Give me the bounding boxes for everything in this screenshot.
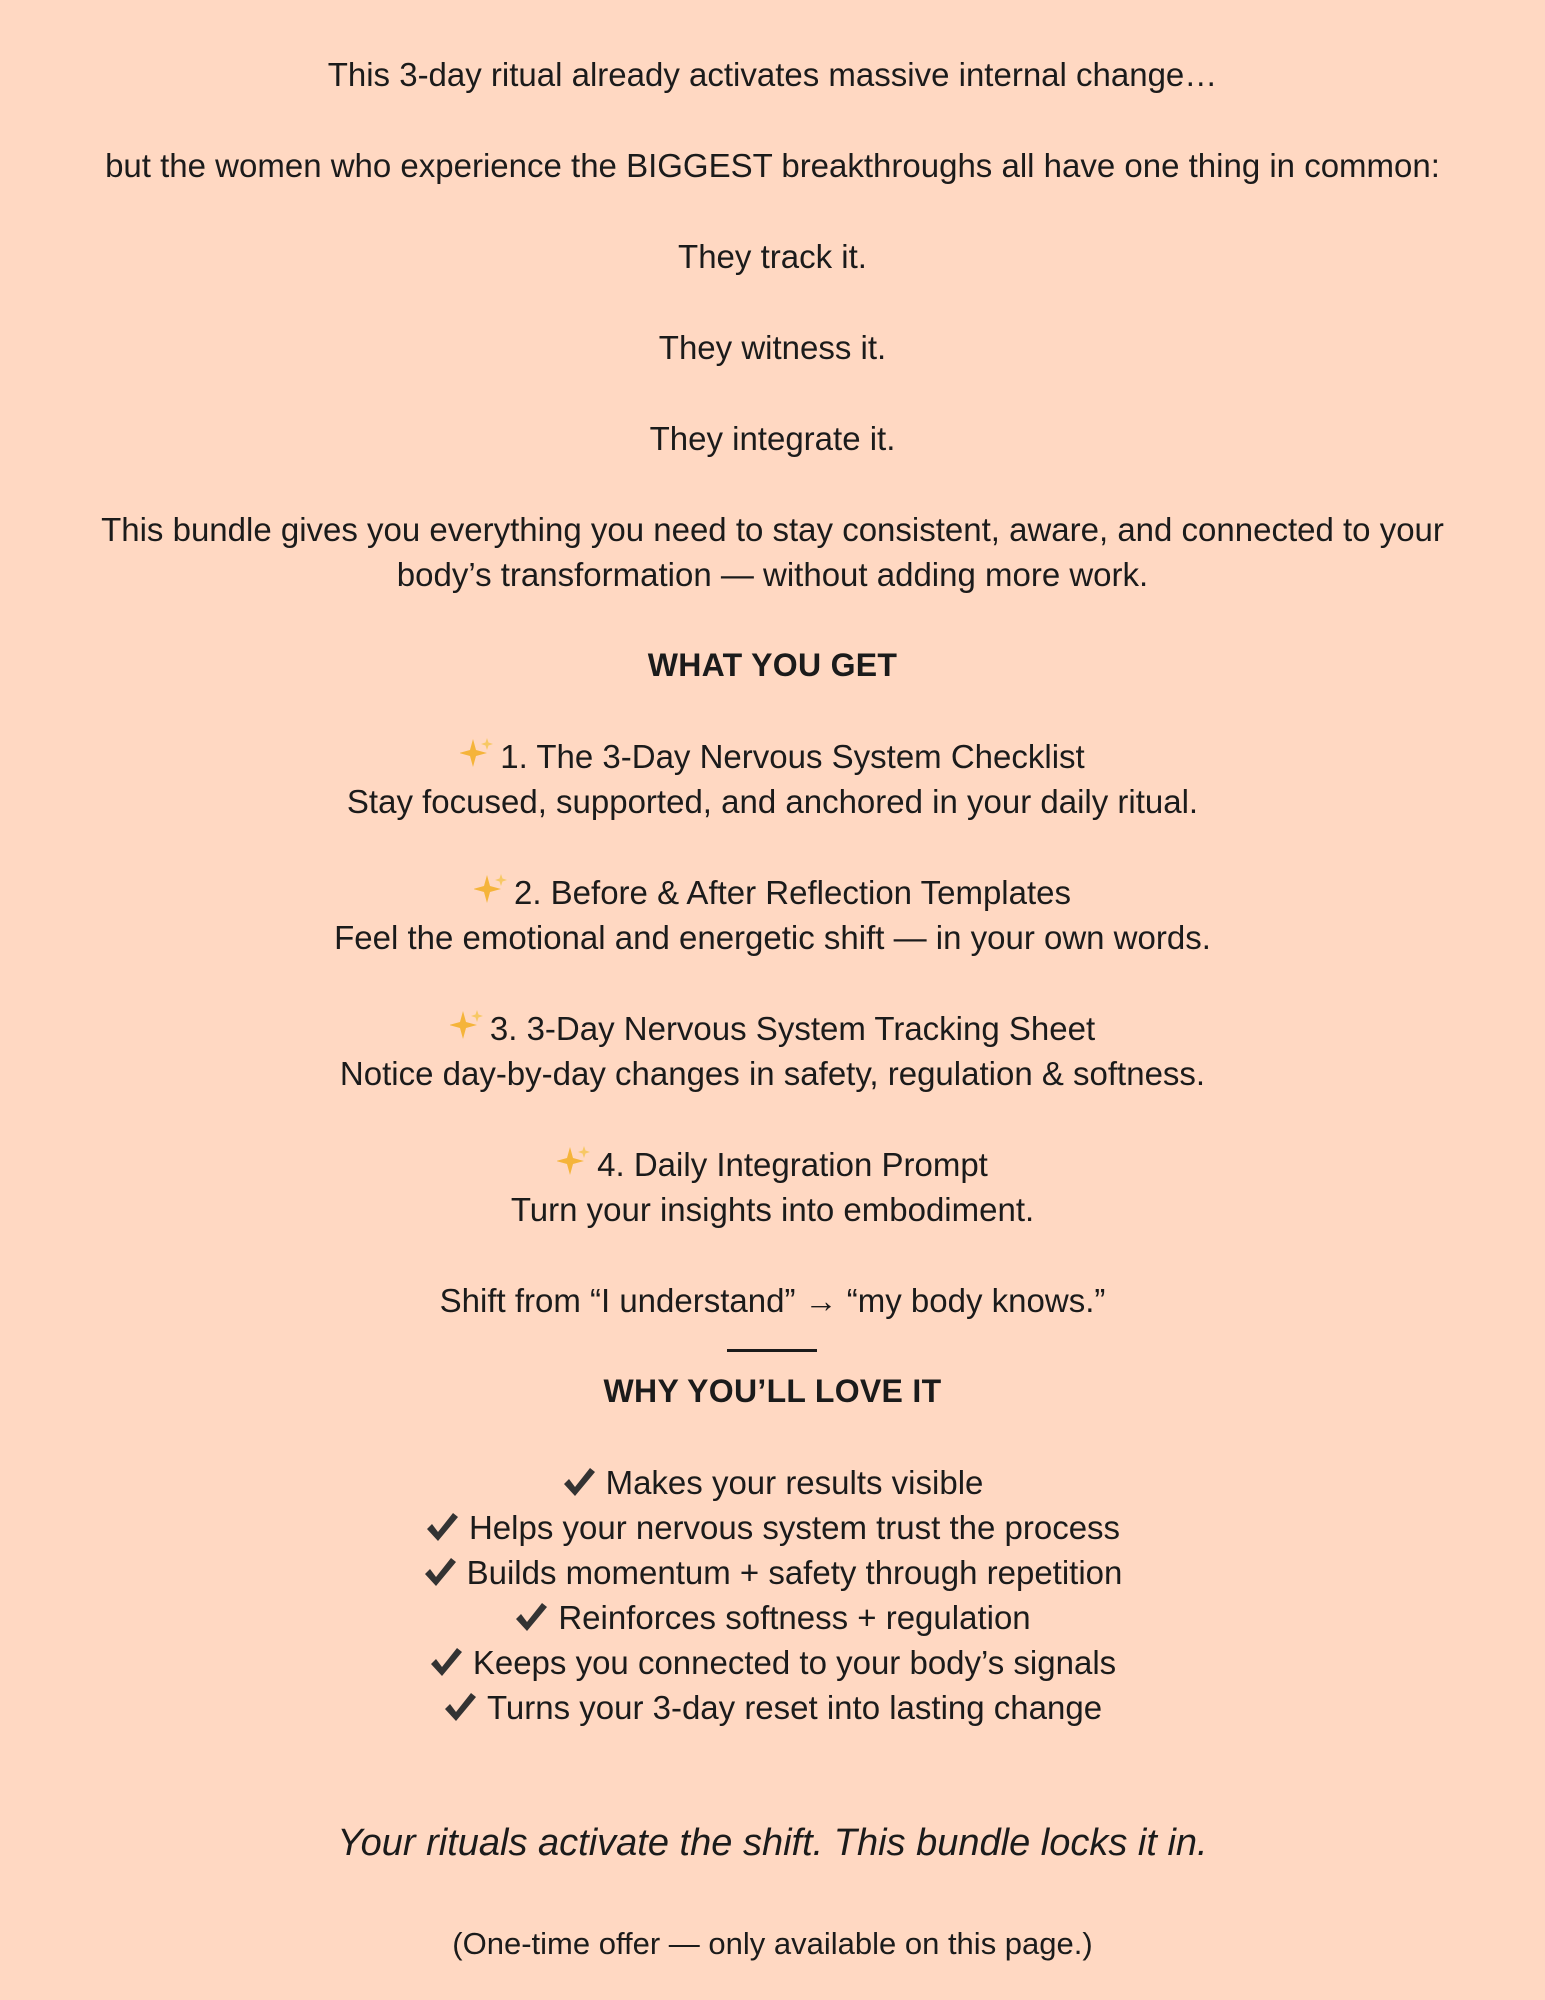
item-4-desc: Turn your insights into embodiment. xyxy=(510,1191,1035,1228)
benefit-4-text: Reinforces softness + regulation xyxy=(558,1599,1031,1636)
checkmark-icon xyxy=(443,1689,477,1734)
intro-track: They track it. xyxy=(678,238,867,275)
benefit-3 xyxy=(0,1550,1545,1599)
benefit-6-text: Turns your 3-day reset into lasting change xyxy=(486,1689,1103,1726)
tagline: Your rituals activate the shift. This bundle locks it in. xyxy=(337,1822,1208,1864)
intro-line-2: but the women who experience the BIGGEST breakthroughs all have one thing in common: xyxy=(105,147,1440,184)
intro-integrate: They integrate it. xyxy=(649,420,896,457)
item-3-title: 3. 3-Day Nervous System Tracking Sheet xyxy=(489,1010,1096,1047)
item-4-title: 4. Daily Integration Prompt xyxy=(597,1146,988,1183)
item-2-title-row xyxy=(0,870,1545,918)
sparkle-icon xyxy=(557,1145,591,1190)
checkmark-icon xyxy=(425,1509,459,1554)
benefit-2 xyxy=(0,1505,1545,1554)
sparkle-icon xyxy=(474,873,508,918)
item-2-desc: Feel the emotional and energetic shift — in your own words. xyxy=(334,919,1211,956)
benefit-3-text: Builds momentum + safety through repetition xyxy=(466,1554,1123,1591)
intro-line-1: This 3-day ritual already activates massive internal change… xyxy=(327,56,1218,93)
why-love-heading: WHY YOU’LL LOVE IT xyxy=(603,1373,942,1409)
offer-note: (One-time offer — only available on this page.) xyxy=(452,1926,1093,1961)
bundle-text-line-2: body’s transformation — without adding more work. xyxy=(396,556,1149,593)
checkmark-icon xyxy=(423,1554,457,1599)
item-1-title: 1. The 3-Day Nervous System Checklist xyxy=(500,738,1085,775)
checkmark-icon xyxy=(514,1599,548,1644)
benefit-4 xyxy=(0,1595,1545,1644)
section-divider xyxy=(727,1349,817,1352)
item-3-desc: Notice day-by-day changes in safety, regulation & softness. xyxy=(339,1055,1206,1092)
bundle-text-line-1: This bundle gives you everything you need to stay consistent, aware, and connected to your xyxy=(101,511,1444,548)
intro-witness: They witness it. xyxy=(658,329,887,366)
checkmark-icon xyxy=(562,1464,596,1509)
benefit-1 xyxy=(0,1460,1545,1509)
sparkle-icon xyxy=(460,737,494,782)
benefit-6 xyxy=(0,1685,1545,1734)
item-4-title-row xyxy=(0,1142,1545,1190)
benefit-2-text: Helps your nervous system trust the process xyxy=(468,1509,1121,1546)
item-1-title-row xyxy=(0,734,1545,782)
benefit-5 xyxy=(0,1640,1545,1689)
checkmark-icon xyxy=(429,1644,463,1689)
shift-statement: Shift from “I understand” → “my body knows.” xyxy=(439,1282,1106,1319)
sparkle-icon xyxy=(450,1009,484,1054)
item-1-desc: Stay focused, supported, and anchored in your daily ritual. xyxy=(346,783,1199,820)
benefit-1-text: Makes your results visible xyxy=(605,1464,984,1501)
item-2-title: 2. Before & After Reflection Templates xyxy=(513,874,1072,911)
item-3-title-row xyxy=(0,1006,1545,1054)
benefit-5-text: Keeps you connected to your body’s signals xyxy=(472,1644,1117,1681)
what-you-get-heading: WHAT YOU GET xyxy=(647,647,898,683)
